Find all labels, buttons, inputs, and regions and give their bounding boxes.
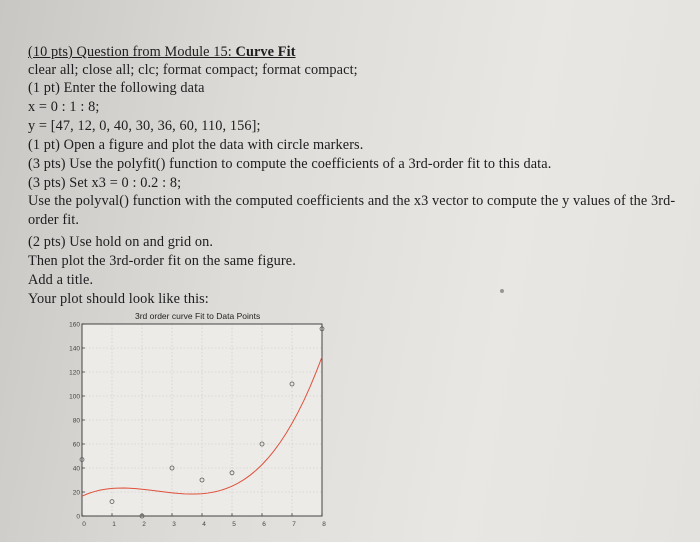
instruction-line: x = 0 : 1 : 8; xyxy=(28,99,100,115)
question-topic-label: Curve Fit xyxy=(235,44,296,60)
y-tick-label: 60 xyxy=(72,441,80,449)
y-tick-label: 0 xyxy=(76,513,80,521)
x-tick-label: 0 xyxy=(82,521,86,528)
instruction-line: Use the polyval() function with the computed coefficients and the x3 vector to compute the y values of the 3rd- xyxy=(28,193,676,209)
chart-title: 3rd order curve Fit to Data Points xyxy=(135,311,261,321)
instruction-line: (2 pts) Use hold on and grid on. xyxy=(28,234,214,250)
y-tick-label: 40 xyxy=(72,465,80,473)
instruction-line: order fit. xyxy=(28,212,80,228)
y-tick-label: 80 xyxy=(72,417,80,425)
instruction-line: (3 pts) Use the polyfit() function to compute the coefficients of a 3rd-order fit to this data. xyxy=(28,156,552,172)
instruction-line: Your plot should look like this: xyxy=(28,291,209,307)
x-tick-label: 1 xyxy=(112,521,116,528)
instruction-line: (1 pt) Open a figure and plot the data with circle markers. xyxy=(28,137,364,153)
y-tick-label: 160 xyxy=(69,321,80,329)
instruction-line: Then plot the 3rd-order fit on the same figure. xyxy=(28,253,296,269)
x-tick-label: 6 xyxy=(262,521,266,528)
x-tick-label: 8 xyxy=(322,521,326,528)
y-tick-label: 140 xyxy=(69,345,80,353)
paper-speck xyxy=(500,289,504,293)
x-tick-label: 5 xyxy=(232,521,236,528)
x-tick-label: 3 xyxy=(172,521,176,528)
y-tick-label: 120 xyxy=(69,369,80,377)
y-tick-label: 20 xyxy=(72,489,80,497)
question-heading xyxy=(28,44,296,61)
y-tick-label: 100 xyxy=(69,393,80,401)
instruction-line: (3 pts) Set x3 = 0 : 0.2 : 8; xyxy=(28,175,182,191)
curve-fit-chart xyxy=(60,318,340,534)
x-tick-label: 2 xyxy=(142,521,146,528)
instruction-line: y = [47, 12, 0, 40, 30, 36, 60, 110, 156]; xyxy=(28,118,261,134)
instruction-line: Add a title. xyxy=(28,272,94,288)
question-points-label: (10 pts) Question from Module 15: xyxy=(28,44,236,60)
x-tick-label: 7 xyxy=(292,521,296,528)
instruction-line: clear all; close all; clc; format compact; format compact; xyxy=(28,62,358,78)
instruction-line: (1 pt) Enter the following data xyxy=(28,80,205,96)
x-tick-label: 4 xyxy=(202,521,206,528)
